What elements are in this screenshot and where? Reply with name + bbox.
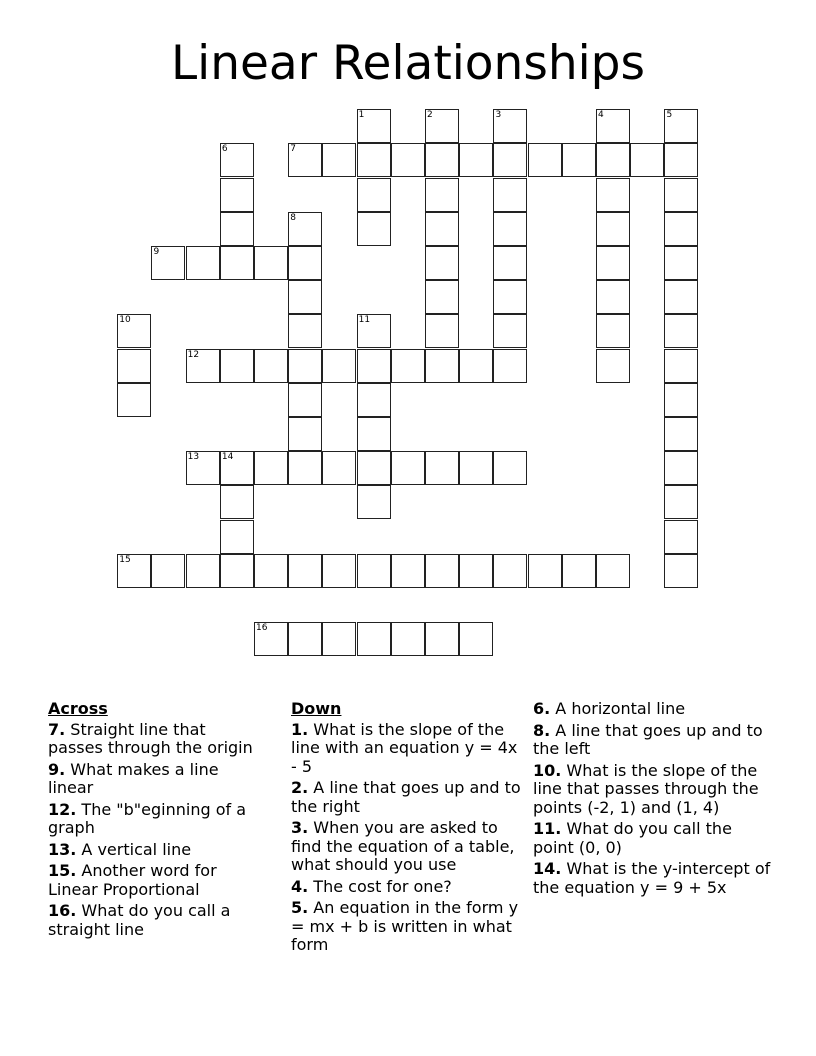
crossword-cell[interactable] xyxy=(459,143,493,177)
clue-number: 7. xyxy=(48,719,66,739)
crossword-cell[interactable] xyxy=(117,314,151,348)
cell-number: 12 xyxy=(187,349,200,360)
crossword-cell[interactable] xyxy=(288,280,322,314)
crossword-cell[interactable] xyxy=(391,349,425,383)
crossword-cell[interactable] xyxy=(288,451,322,485)
crossword-cell[interactable] xyxy=(322,349,356,383)
crossword-cell[interactable] xyxy=(254,554,288,588)
crossword-cell[interactable] xyxy=(288,349,322,383)
crossword-cell[interactable] xyxy=(357,143,391,177)
clue-number: 9. xyxy=(48,759,66,779)
crossword-cell[interactable] xyxy=(596,349,630,383)
crossword-cell[interactable] xyxy=(186,554,220,588)
crossword-cell[interactable] xyxy=(493,143,527,177)
crossword-cell[interactable] xyxy=(357,554,391,588)
crossword-cell[interactable] xyxy=(425,246,459,280)
cell-number: 14 xyxy=(221,452,234,463)
crossword-cell[interactable] xyxy=(151,246,185,280)
clue-item xyxy=(291,878,521,897)
crossword-cell[interactable] xyxy=(425,109,459,143)
clue-text: A vertical line xyxy=(76,839,192,859)
crossword-cell[interactable] xyxy=(425,314,459,348)
clue-text: The "b"eginning of a graph xyxy=(48,799,247,837)
crossword-cell[interactable] xyxy=(664,554,698,588)
crossword-cell[interactable] xyxy=(493,349,527,383)
crossword-cell[interactable] xyxy=(357,485,391,519)
crossword-cell[interactable] xyxy=(664,349,698,383)
cell-number: 9 xyxy=(153,247,160,258)
crossword-cell[interactable] xyxy=(288,622,322,656)
crossword-cell[interactable] xyxy=(596,554,630,588)
clue-item xyxy=(291,779,521,816)
crossword-cell[interactable] xyxy=(151,554,185,588)
clue-text: A line that goes up and to the right xyxy=(291,778,521,816)
clue-item xyxy=(48,801,263,838)
cell-number: 8 xyxy=(290,212,296,223)
clue-item xyxy=(533,820,773,857)
clue-number: 12. xyxy=(48,799,77,819)
clue-text: What do you call a straight line xyxy=(48,901,231,939)
down-clues xyxy=(291,700,521,958)
crossword-cell[interactable] xyxy=(186,246,220,280)
crossword-cell[interactable] xyxy=(425,178,459,212)
cell-number: 15 xyxy=(119,554,131,565)
cell-number: 13 xyxy=(187,452,200,463)
crossword-cell[interactable] xyxy=(220,554,254,588)
crossword-cell[interactable] xyxy=(288,143,322,177)
crossword-cell[interactable] xyxy=(220,212,254,246)
clue-number: 1. xyxy=(291,719,309,739)
crossword-cell[interactable] xyxy=(425,143,459,177)
crossword-cell[interactable] xyxy=(117,383,151,417)
crossword-cell[interactable] xyxy=(322,554,356,588)
crossword-cell[interactable] xyxy=(357,622,391,656)
crossword-cell[interactable] xyxy=(322,451,356,485)
crossword-cell[interactable] xyxy=(254,451,288,485)
crossword-cell[interactable] xyxy=(220,178,254,212)
crossword-cell[interactable] xyxy=(425,622,459,656)
cell-number: 6 xyxy=(221,144,228,155)
clue-item xyxy=(48,721,263,758)
cell-number: 11 xyxy=(358,315,371,326)
crossword-cell[interactable] xyxy=(459,451,493,485)
clue-number: 11. xyxy=(533,819,562,838)
cell-number: 4 xyxy=(598,110,604,121)
crossword-cell[interactable] xyxy=(596,109,630,143)
crossword-cell[interactable] xyxy=(220,246,254,280)
crossword-cell[interactable] xyxy=(117,349,151,383)
clue-item xyxy=(48,761,263,798)
clue-item xyxy=(533,700,773,719)
clue-text: What is the y-intercept of the equation y = 9 + 5x xyxy=(533,859,771,897)
crossword-cell[interactable] xyxy=(493,554,527,588)
cell-number: 3 xyxy=(495,110,502,121)
crossword-cell[interactable] xyxy=(664,280,698,314)
clue-number: 5. xyxy=(291,898,309,917)
across-clues xyxy=(48,700,263,942)
clue-item xyxy=(291,721,521,777)
clue-item xyxy=(48,862,263,899)
crossword-cell[interactable] xyxy=(596,246,630,280)
crossword-cell[interactable] xyxy=(596,178,630,212)
clue-number: 3. xyxy=(291,818,309,837)
cell-number: 16 xyxy=(256,623,268,634)
cell-number: 1 xyxy=(358,110,365,121)
crossword-cell[interactable] xyxy=(459,349,493,383)
crossword-cell[interactable] xyxy=(288,314,322,348)
crossword-cell[interactable] xyxy=(357,451,391,485)
crossword-cell[interactable] xyxy=(493,178,527,212)
crossword-cell[interactable] xyxy=(220,451,254,485)
crossword-cell[interactable] xyxy=(493,280,527,314)
clue-text: What is the slope of the line that passes through the points (-2, 1) and (1, 4) xyxy=(533,760,759,817)
crossword-cell[interactable] xyxy=(220,485,254,519)
crossword-cell[interactable] xyxy=(186,451,220,485)
crossword-cell[interactable] xyxy=(562,143,596,177)
crossword-cell[interactable] xyxy=(357,212,391,246)
crossword-cell[interactable] xyxy=(186,349,220,383)
crossword-cell[interactable] xyxy=(459,554,493,588)
crossword-cell[interactable] xyxy=(664,212,698,246)
crossword-cell[interactable] xyxy=(254,622,288,656)
clue-number: 8. xyxy=(533,720,551,740)
crossword-cell[interactable] xyxy=(562,554,596,588)
clue-number: 4. xyxy=(291,876,309,896)
crossword-cell[interactable] xyxy=(425,349,459,383)
crossword-cell[interactable] xyxy=(664,417,698,451)
crossword-cell[interactable] xyxy=(425,451,459,485)
crossword-cell[interactable] xyxy=(322,622,356,656)
crossword-cell[interactable] xyxy=(664,143,698,177)
crossword-cell[interactable] xyxy=(357,178,391,212)
clue-item xyxy=(48,841,263,860)
cell-number: 7 xyxy=(290,144,296,155)
crossword-cell[interactable] xyxy=(596,314,630,348)
down-heading: Down xyxy=(291,699,342,718)
clue-text: An equation in the form y = mx + b is written in what form xyxy=(291,898,519,954)
crossword-cell[interactable] xyxy=(220,349,254,383)
crossword-cell[interactable] xyxy=(528,554,562,588)
crossword-cell[interactable] xyxy=(664,314,698,348)
crossword-cell[interactable] xyxy=(528,143,562,177)
crossword-cell[interactable] xyxy=(596,143,630,177)
clue-text: Straight line that passes through the origin xyxy=(48,719,253,757)
cell-number: 5 xyxy=(666,110,673,121)
clue-number: 16. xyxy=(48,901,77,920)
crossword-cell[interactable] xyxy=(254,246,288,280)
crossword-cell[interactable] xyxy=(254,349,288,383)
clue-text: A line that goes up and to the left xyxy=(533,720,763,758)
crossword-cell[interactable] xyxy=(425,280,459,314)
clue-item xyxy=(533,860,773,897)
crossword-cell[interactable] xyxy=(425,554,459,588)
crossword-cell[interactable] xyxy=(596,280,630,314)
crossword-cell[interactable] xyxy=(664,109,698,143)
clue-number: 15. xyxy=(48,861,77,880)
clue-text: The cost for one? xyxy=(308,876,452,896)
clue-item xyxy=(48,902,263,939)
crossword-cell[interactable] xyxy=(664,451,698,485)
crossword-cell[interactable] xyxy=(357,383,391,417)
crossword-cell[interactable] xyxy=(357,109,391,143)
crossword-cell[interactable] xyxy=(288,554,322,588)
cell-number: 2 xyxy=(427,110,433,121)
crossword-cell[interactable] xyxy=(391,554,425,588)
crossword-cell[interactable] xyxy=(664,520,698,554)
crossword-cell[interactable] xyxy=(493,314,527,348)
cell-number: 10 xyxy=(119,315,131,326)
crossword-cell[interactable] xyxy=(288,417,322,451)
clue-number: 6. xyxy=(533,699,551,718)
crossword-cell[interactable] xyxy=(357,314,391,348)
clue-item xyxy=(533,722,773,759)
clue-text: What do you call the point (0, 0) xyxy=(533,819,732,857)
crossword-cell[interactable] xyxy=(220,520,254,554)
down-clues-continued xyxy=(533,700,773,900)
clue-item xyxy=(533,762,773,818)
crossword-cell[interactable] xyxy=(288,383,322,417)
crossword-cell[interactable] xyxy=(630,143,664,177)
crossword-cell[interactable] xyxy=(288,212,322,246)
clue-text: What is the slope of the line with an equation y = 4x - 5 xyxy=(291,719,518,776)
clue-number: 13. xyxy=(48,839,77,859)
clue-text: When you are asked to find the equation of a table, what should you use xyxy=(291,818,515,874)
clue-item xyxy=(291,899,521,955)
clue-number: 2. xyxy=(291,778,309,797)
crossword-cell[interactable] xyxy=(664,383,698,417)
clue-item xyxy=(291,819,521,875)
crossword-cell[interactable] xyxy=(664,178,698,212)
crossword-cell[interactable] xyxy=(493,246,527,280)
clue-text: What makes a line linear xyxy=(48,759,219,797)
crossword-cell[interactable] xyxy=(596,212,630,246)
crossword-cell[interactable] xyxy=(664,246,698,280)
crossword-cell[interactable] xyxy=(459,622,493,656)
clue-number: 10. xyxy=(533,760,562,780)
clue-text: A horizontal line xyxy=(550,699,686,718)
crossword-cell[interactable] xyxy=(425,212,459,246)
crossword-cell[interactable] xyxy=(391,451,425,485)
crossword-cell[interactable] xyxy=(664,485,698,519)
crossword-cell[interactable] xyxy=(391,622,425,656)
crossword-cell[interactable] xyxy=(493,451,527,485)
across-heading: Across xyxy=(48,699,108,718)
crossword-cell[interactable] xyxy=(117,554,151,588)
crossword-cell[interactable] xyxy=(493,212,527,246)
crossword-cell[interactable] xyxy=(357,349,391,383)
puzzle-title: Linear Relationships xyxy=(170,36,646,91)
clue-text: Another word for Linear Proportional xyxy=(48,861,217,899)
crossword-cell[interactable] xyxy=(288,246,322,280)
crossword-cell[interactable] xyxy=(391,143,425,177)
clue-number: 14. xyxy=(533,859,562,878)
crossword-cell[interactable] xyxy=(322,143,356,177)
crossword-cell[interactable] xyxy=(357,417,391,451)
crossword-cell[interactable] xyxy=(220,143,254,177)
crossword-cell[interactable] xyxy=(493,109,527,143)
